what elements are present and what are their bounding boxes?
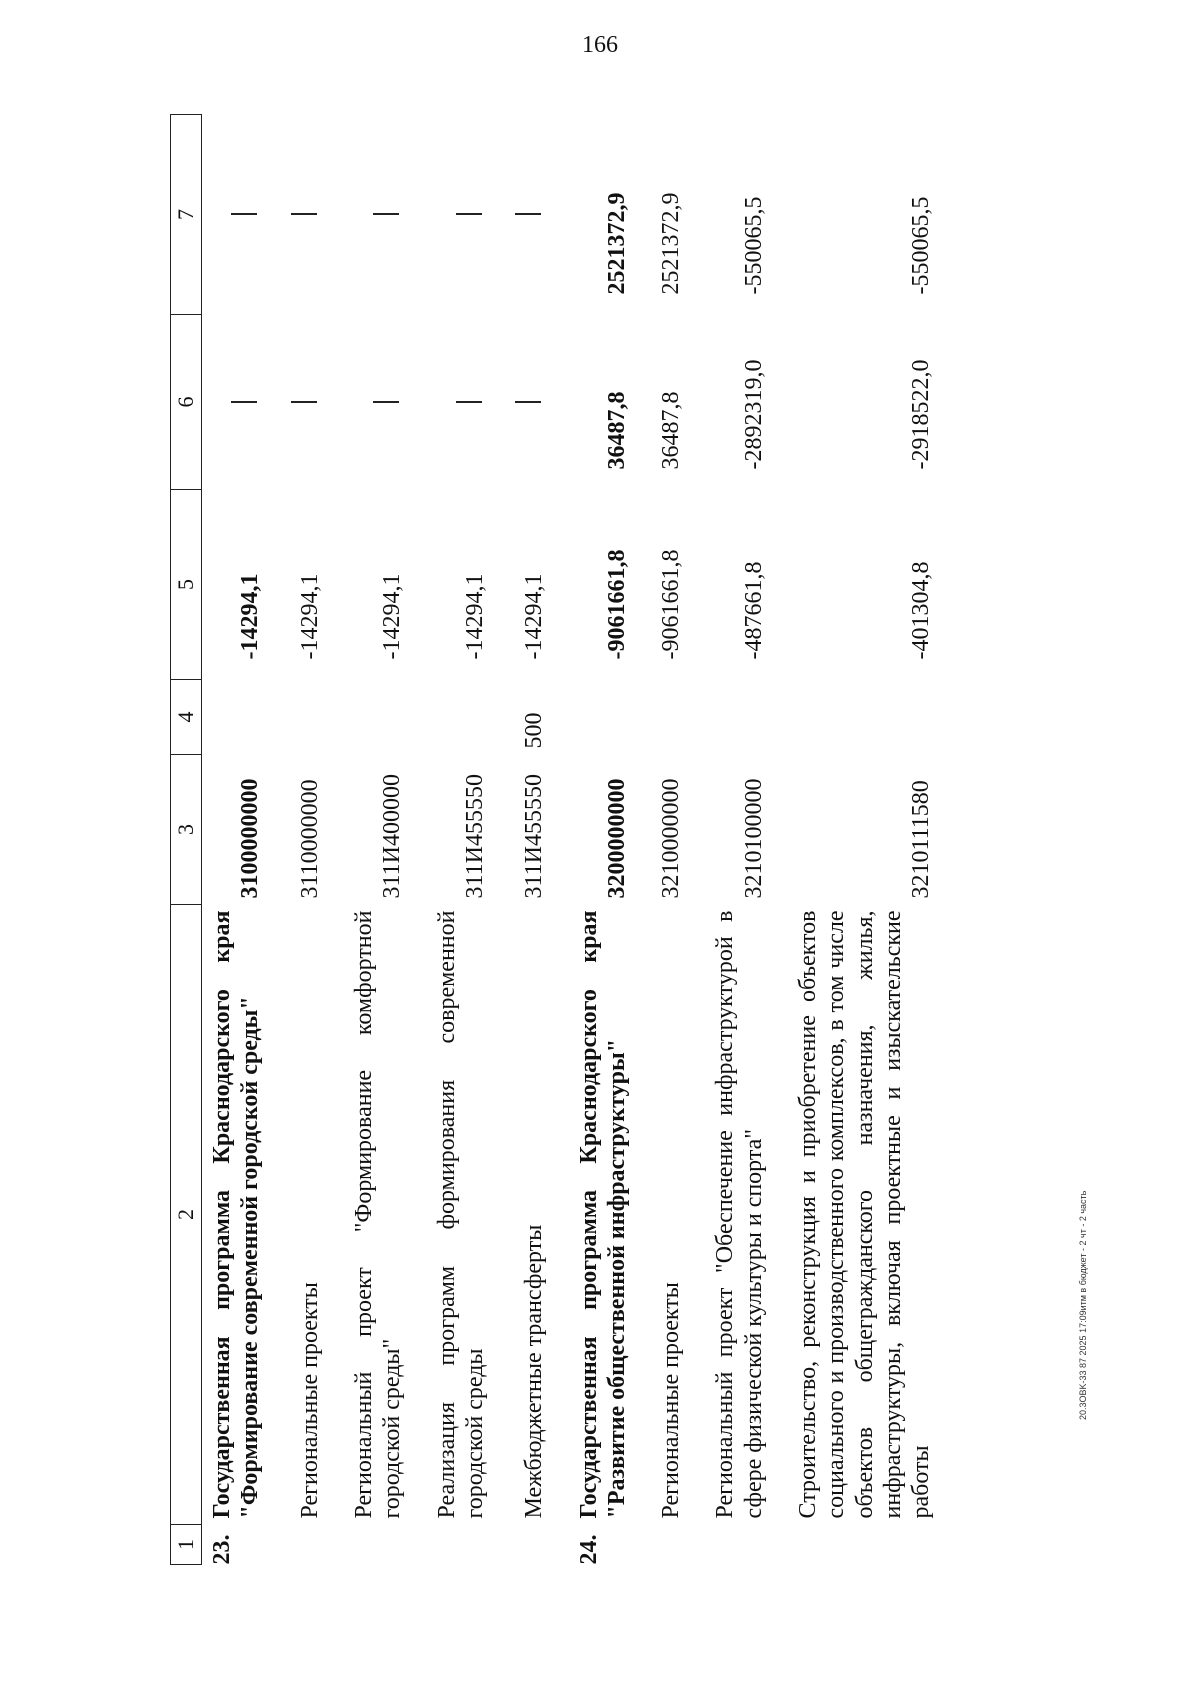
row-number — [269, 1525, 328, 1565]
expense-type — [411, 680, 494, 755]
table-row — [689, 115, 772, 1565]
column-header: 7 — [171, 115, 202, 315]
target-code: 3210000000 — [658, 778, 685, 899]
value-col-7 — [269, 115, 328, 315]
dash-mark — [515, 214, 541, 216]
value-col-6: -2892319,0 — [740, 359, 767, 470]
value-col-7: 2521372,9 — [658, 192, 685, 295]
row-name: Государственная программа Краснодарского края "Развитие общественной инфраструктуры" — [575, 910, 630, 1519]
row-number — [689, 1525, 772, 1565]
value-col-5: -9061661,8 — [658, 549, 685, 660]
expense-type — [269, 680, 328, 755]
dash-mark — [291, 401, 317, 403]
column-header: 5 — [171, 490, 202, 680]
row-number: 23. — [209, 1534, 235, 1565]
value-col-7 — [411, 115, 494, 315]
value-col-6: 36487,8 — [603, 391, 630, 470]
value-col-6: -2918522,0 — [908, 359, 935, 470]
expense-type — [772, 680, 940, 755]
column-header: 4 — [171, 680, 202, 755]
value-col-6 — [328, 315, 411, 490]
value-col-5: -14294,1 — [521, 573, 548, 660]
page-number: 166 — [582, 32, 618, 58]
budget-table — [170, 114, 940, 1565]
dash-mark — [291, 214, 317, 216]
value-col-7: 2521372,9 — [603, 192, 630, 295]
dash-mark — [231, 214, 257, 216]
value-col-5: -14294,1 — [296, 573, 323, 660]
row-name: Межбюджетные трансферты — [521, 1224, 548, 1519]
value-col-5: -487661,8 — [740, 561, 767, 660]
table-row — [493, 115, 552, 1565]
dash-mark — [456, 214, 482, 216]
row-name: Региональные проекты — [296, 1282, 323, 1519]
value-col-6 — [493, 315, 552, 490]
expense-type — [202, 680, 269, 755]
value-col-6: 36487,8 — [658, 391, 685, 470]
table-row — [328, 115, 411, 1565]
dash-mark — [456, 401, 482, 403]
target-code: 3110000000 — [296, 779, 323, 899]
dash-mark — [231, 401, 257, 403]
row-number — [493, 1525, 552, 1565]
target-code: 311И400000 — [379, 774, 406, 899]
target-code: 311И455550 — [521, 774, 548, 899]
row-name: Государственная программа Краснодарского края "Формирование современной городской среды" — [209, 910, 264, 1519]
row-number — [772, 1525, 940, 1565]
expense-type — [328, 680, 411, 755]
expense-type — [635, 680, 689, 755]
table-row — [411, 115, 494, 1565]
budget-table-container — [170, 115, 1030, 1565]
target-code: 3210100000 — [740, 778, 767, 899]
expense-type: 500 — [521, 712, 548, 749]
value-col-7: -550065,5 — [908, 196, 935, 295]
value-col-6 — [411, 315, 494, 490]
value-col-5: -14294,1 — [237, 573, 264, 660]
table-row — [202, 115, 269, 1565]
value-col-6 — [202, 315, 269, 490]
row-number — [635, 1525, 689, 1565]
table-row — [635, 115, 689, 1565]
dash-mark — [515, 401, 541, 403]
target-code: 3100000000 — [237, 778, 264, 899]
value-col-6 — [269, 315, 328, 490]
dash-mark — [373, 214, 399, 216]
row-name: Региональный проект "Формирование комфортной городской среды" — [350, 910, 406, 1519]
row-name: Региональный проект "Обеспечение инфраструктурой в сфере физической культуры и спорта" — [712, 910, 767, 1519]
row-number: 24. — [575, 1534, 602, 1565]
value-col-5: -14294,1 — [461, 573, 488, 660]
value-col-7 — [493, 115, 552, 315]
table-row — [269, 115, 328, 1565]
row-name: Региональные проекты — [658, 1282, 685, 1519]
value-col-5: -401304,8 — [908, 561, 935, 660]
target-code: 3210111580 — [908, 780, 935, 899]
target-code: 3200000000 — [603, 778, 630, 899]
expense-type — [689, 680, 772, 755]
row-name: Строительство, реконструкция и приобретение объектов социального и производственного комплексов, в том числе объектов общегражданского назначения, жилья, инфраструктуры, включая проектные и изыскательские работы — [795, 910, 935, 1519]
row-number — [328, 1525, 411, 1565]
row-number — [411, 1525, 494, 1565]
column-header: 1 — [171, 1525, 202, 1565]
target-code: 311И455550 — [461, 774, 488, 899]
dash-mark — [373, 401, 399, 403]
expense-type — [553, 680, 636, 755]
table-row — [553, 115, 636, 1565]
column-header: 2 — [171, 905, 202, 1525]
value-col-7 — [328, 115, 411, 315]
column-number-header — [171, 115, 202, 1565]
footer-note: 20.3OBK-33 87 2025 17:09итм в бюджет - 2 чт - 2 часть — [1078, 1190, 1088, 1420]
column-header: 3 — [171, 755, 202, 905]
row-name: Реализация программ формирования современной городской среды — [433, 910, 488, 1519]
table-body — [202, 115, 940, 1565]
column-header: 6 — [171, 315, 202, 490]
value-col-7 — [202, 115, 269, 315]
value-col-5: -9061661,8 — [603, 549, 630, 660]
table-row — [772, 115, 940, 1565]
value-col-5: -14294,1 — [379, 573, 406, 660]
value-col-7: -550065,5 — [740, 196, 767, 295]
